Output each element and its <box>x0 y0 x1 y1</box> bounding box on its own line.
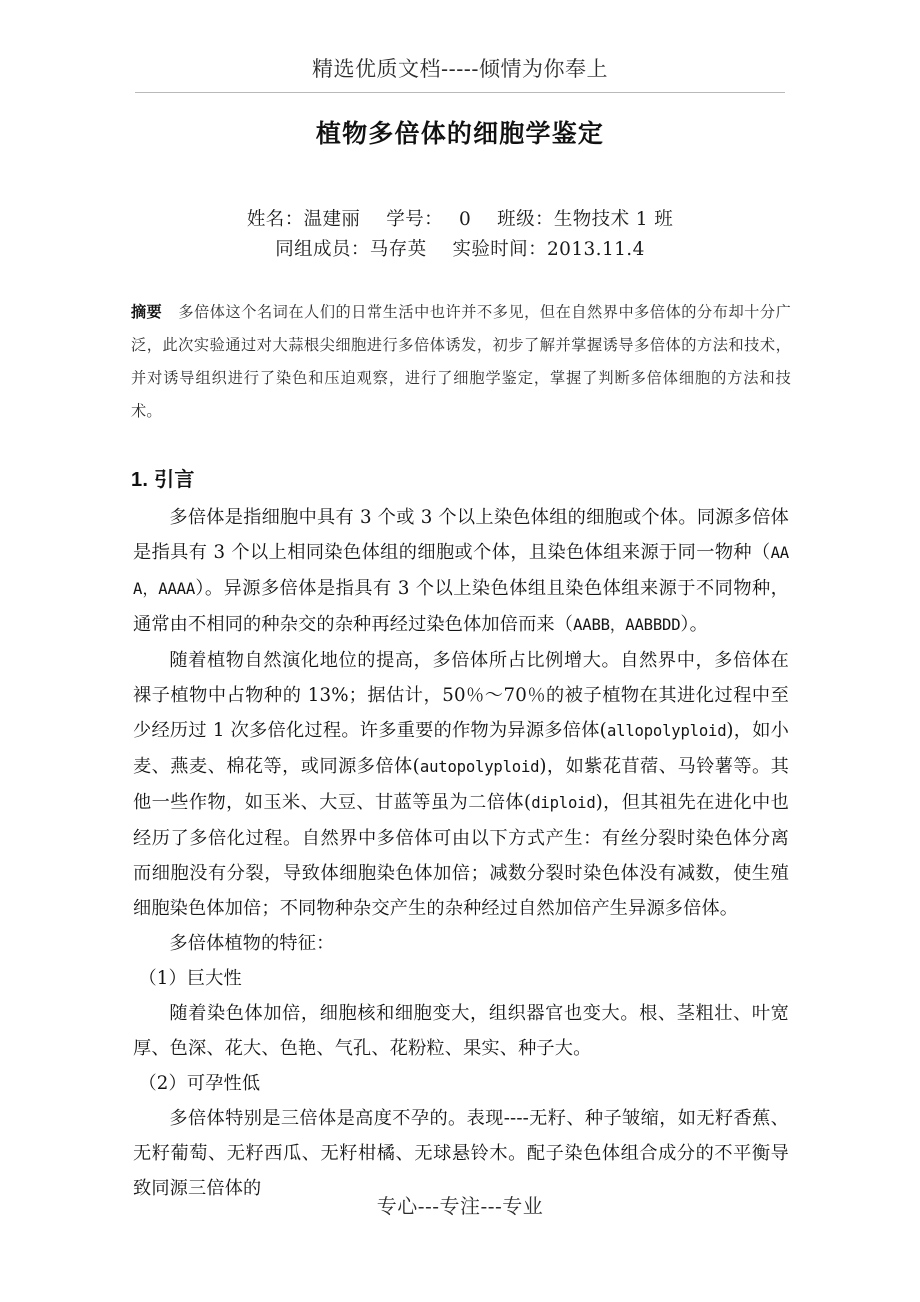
section-heading-introduction: 1. 引言 <box>131 469 195 491</box>
paragraph-host <box>133 500 789 1206</box>
body-text-run: )，但其祖先在进化中也经历了多倍化过程。自然界中多倍体可由以下方式产生：有丝分裂时染色体分离而细胞没有分裂，导致体细胞染色体加倍；减数分裂时染色体没有减数，使生殖细胞染色体加倍；不同物种杂交产生的杂种经过自然加倍产生异源多倍体。 <box>133 792 789 919</box>
footer-text: 专心---专注---专业 <box>376 1194 544 1218</box>
author-meta-block <box>0 205 920 265</box>
page-footer <box>0 1192 920 1220</box>
experiment-date-label: 实验时间： <box>452 239 547 260</box>
body-paragraph <box>133 500 789 643</box>
abstract-label: 摘要 <box>131 304 163 321</box>
abstract-text: 多倍体这个名词在人们的日常生活中也许并不多见，但在自然界中多倍体的分布却十分广泛，此次实验通过对大蒜根尖细胞进行多倍体诱发，初步了解并掌握诱导多倍体的方法和技术，并对诱导组织进行了染色和压迫观察，进行了细胞学鉴定，掌握了判断多倍体细胞的方法和技术。 <box>131 303 792 420</box>
body-text-run: （1）巨大性 <box>138 968 242 989</box>
body-text-column <box>133 500 789 1206</box>
body-paragraph <box>133 1066 789 1101</box>
student-id-value: 0 <box>459 209 472 230</box>
body-paragraph <box>133 961 789 996</box>
body-text-run: 多倍体植物的特征： <box>169 933 335 954</box>
running-header-text: 精选优质文档-----倾情为你奉上 <box>312 57 608 81</box>
body-paragraph <box>133 926 789 961</box>
body-text-run: ）。异源多倍体是指具有 3 个以上染色体组且染色体组来源于不同物种，通常由不相同的种杂交的杂种再经过染色体加倍而来（ <box>133 578 789 635</box>
class-label: 班级： <box>497 209 554 230</box>
body-text-run: 随着染色体加倍，细胞核和细胞变大，组织器官也变大。根、茎粗壮、叶宽厚、色深、花大、色艳、气孔、花粉粒、果实、种子大。 <box>133 1003 789 1059</box>
body-text-run: 多倍体是指细胞中具有 3 个或 3 个以上染色体组的细胞或个体。同源多倍体是指具有 3 个以上相同染色体组的细胞或个体，且染色体组来源于同一物种（ <box>133 507 789 563</box>
student-id-label: 学号： <box>386 209 443 230</box>
body-text-run: )，如小麦、燕麦、棉花等，或同源多倍体( <box>133 720 789 777</box>
body-text-run: 多倍体特别是三倍体是高度不孕的。表现----无籽、种子皱缩，如无籽香蕉、无籽葡萄、无籽西瓜、无籽柑橘、无球悬铃木。配子染色体组合成分的不平衡导致同源三倍体的 <box>133 1108 789 1199</box>
header-divider-rule <box>135 92 785 93</box>
latin-term: autopolyploid <box>419 758 540 776</box>
latin-term: AAA，AAAA <box>133 544 789 598</box>
body-paragraph <box>133 996 789 1066</box>
name-label: 姓名： <box>246 209 304 230</box>
body-text-run: 随着植物自然演化地位的提高，多倍体所占比例增大。自然界中，多倍体在裸子植物中占物种的 13%；据估计，50％～70％的被子植物在其进化过程中至少经历过 1 次多倍化过程。许多重要的作物为异源多倍体( <box>133 650 789 741</box>
body-text-run: )，如紫花苜蓿、马铃薯等。其他一些作物，如玉米、大豆、甘蓝等虽为二倍体( <box>133 756 789 813</box>
name-value: 温建丽 <box>303 209 361 230</box>
class-value: 生物技术 1 班 <box>553 209 674 230</box>
teammate-value: 马存英 <box>369 239 427 260</box>
latin-term: allopolyploid <box>606 722 727 740</box>
body-text-run: ）。 <box>680 614 708 635</box>
body-paragraph <box>133 1101 789 1206</box>
body-paragraph <box>133 643 789 926</box>
latin-term: AABB，AABBDD <box>573 616 681 634</box>
meta-line-secondary <box>0 235 920 265</box>
running-header <box>0 56 920 82</box>
meta-line-primary <box>0 205 920 235</box>
latin-term: diploid <box>531 794 596 812</box>
teammate-label: 同组成员： <box>275 239 370 260</box>
body-text-run: （2）可孕性低 <box>138 1073 261 1094</box>
abstract-block <box>131 296 791 428</box>
page-title: 植物多倍体的细胞学鉴定 <box>315 120 605 148</box>
experiment-date-value: 2013.11.4 <box>546 239 645 260</box>
